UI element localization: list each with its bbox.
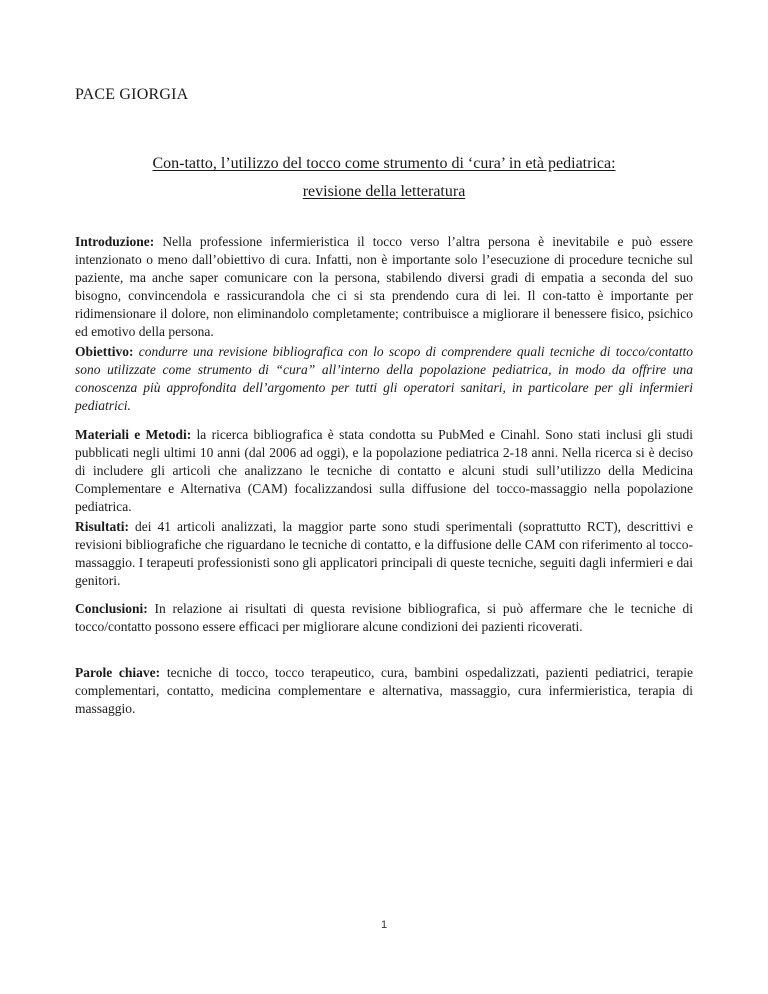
title-line-2: revisione della letteratura: [302, 183, 466, 200]
section-obiettivo: [75, 343, 693, 415]
section-text: Nella professione infermieristica il tocco verso l’altra persona è inevitabile e può essere intenzionato o meno dall’obiettivo di cura. Infatti, non è importante solo l’esecuzione di procedure tecniche sul paziente, ma anche saper comunicare con la persona, stabilendo diversi gradi di empatia a seconda del suo bisogno, convincendola e rassicurandola che ci si sta prendendo cura di lei. Il con-tatto è importante per ridimensionare il dolore, non eliminandolo completamente; contribuisce a migliorare il benessere fisico, psichico ed emotivo della persona.: [75, 234, 693, 339]
document-title: [75, 150, 693, 206]
section-parole-chiave: [75, 664, 693, 718]
section-materiali-metodi: [75, 426, 693, 516]
section-text: la ricerca bibliografica è stata condotta su PubMed e Cinahl. Sono stati inclusi gli studi pubblicati negli ultimi 10 anni (dal 2006 ad oggi), e la popolazione pediatrica 2-18 anni. Nella ricerca si è deciso di includere gli articoli che analizzano le tecniche di contatto e alcuni studi sull’utilizzo della Medicina Complementare e Alternativa (CAM) focalizzandosi sulla diffusione del tocco-massaggio nella popolazione pediatrica.: [75, 427, 693, 514]
section-text: condurre una revisione bibliografica con lo scopo di comprendere quali tecniche di tocco/contatto sono utilizzate come strumento di “cura” all’interno della popolazione pediatrica, in modo da offrire una conoscenza più approfondita dell’argomento per tutti gli operatori sanitari, in particolare per gli infermieri pediatrici.: [75, 344, 693, 413]
section-text: In relazione ai risultati di questa revisione bibliografica, si può affermare che le tecniche di tocco/contatto possono essere efficaci per migliorare alcune condizioni dei pazienti ricoverati.: [75, 601, 693, 634]
title-line-1: Con-tatto, l’utilizzo del tocco come strumento di ‘cura’ in età pediatrica:: [152, 155, 616, 172]
section-label: Parole chiave:: [75, 665, 161, 680]
section-text: dei 41 articoli analizzati, la maggior parte sono studi sperimentali (soprattutto RCT), descrittivi e revisioni bibliografiche che riguardano le tecniche di contatto, e la diffusione delle CAM con riferimento al tocco-massaggio. I terapeuti professionisti sono gli applicatori principali di queste tecniche, seguiti dagli infermieri e dai genitori.: [75, 519, 693, 588]
section-label: Obiettivo:: [75, 344, 134, 359]
page-number: 1: [380, 919, 388, 931]
section-label: Introduzione:: [75, 234, 155, 249]
section-label: Materiali e Metodi:: [75, 427, 192, 442]
section-text: tecniche di tocco, tocco terapeutico, cura, bambini ospedalizzati, pazienti pediatrici, terapie complementari, contatto, medicina complementare e alternativa, massaggio, cura infermieristica, terapia di massaggio.: [75, 665, 693, 716]
section-label: Risultati:: [75, 519, 129, 534]
section-risultati: [75, 518, 693, 590]
section-introduzione: [75, 233, 693, 341]
section-conclusioni: [75, 600, 693, 636]
author-name: PACE GIORGIA: [75, 86, 189, 103]
section-label: Conclusioni:: [75, 601, 148, 616]
